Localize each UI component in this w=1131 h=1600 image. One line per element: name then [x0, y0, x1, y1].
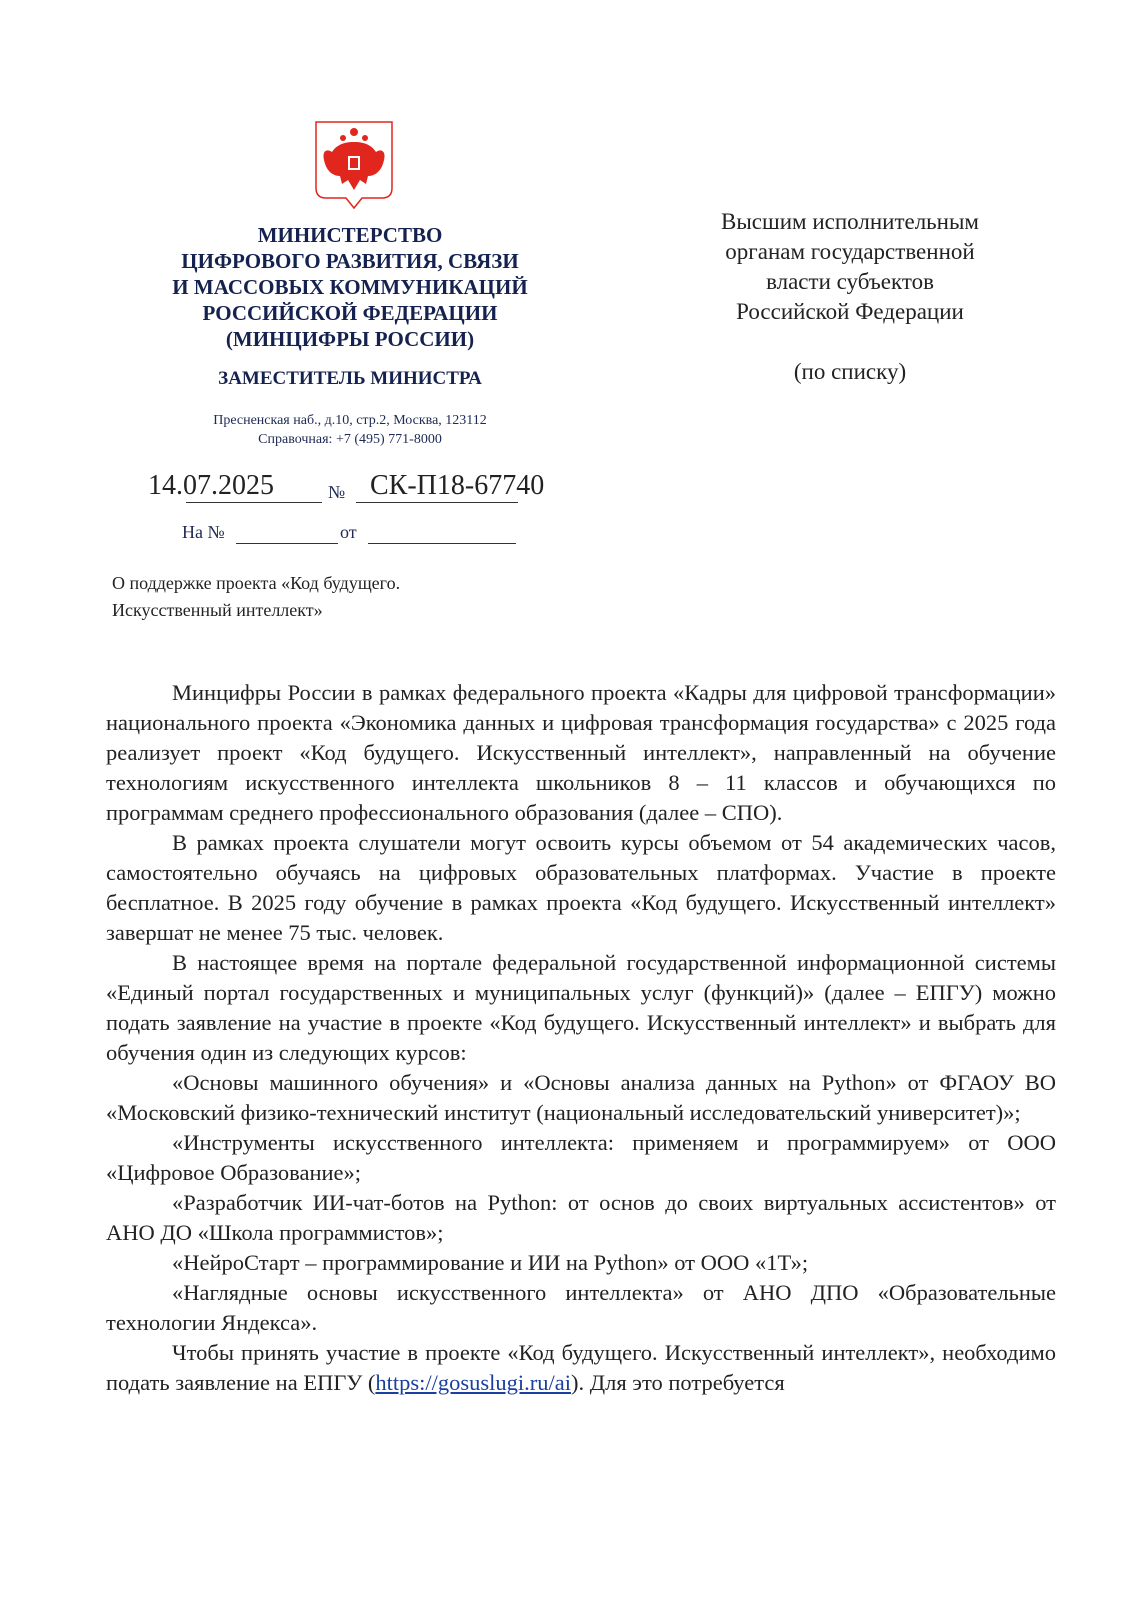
number-sign: №: [328, 482, 346, 502]
number-underline: [356, 502, 518, 503]
org-line: РОССИЙСКОЙ ФЕДЕРАЦИИ: [202, 301, 498, 325]
course-item: «Наглядные основы искусственного интеллекта» от АНО ДПО «Образовательные технологии Яндекса».: [106, 1280, 1056, 1335]
phone: Справочная: +7 (495) 771-8000: [258, 432, 442, 447]
recipient-block: [680, 207, 1020, 387]
recipient-line: Высшим исполнительным: [721, 209, 979, 234]
org-line: МИНИСТЕРСТВО: [257, 223, 443, 247]
course-item: «НейроСтарт – программирование и ИИ на Python» от ООО «1Т»;: [172, 1250, 809, 1275]
org-line: ЦИФРОВОГО РАЗВИТИЯ, СВЯЗИ: [181, 249, 519, 273]
course-item: «Основы машинного обучения» и «Основы анализа данных на Python» от ФГАОУ ВО «Московский физико-технический институт (национальный исследовательский университет)»;: [106, 1070, 1056, 1125]
paragraph-apply: [106, 1338, 1056, 1398]
registration-number: СК-П18-67740: [370, 470, 545, 501]
letter-subject: [112, 570, 400, 624]
org-line: И МАССОВЫХ КОММУНИКАЦИЙ: [172, 275, 528, 299]
paragraph: В настоящее время на портале федеральной государственной информационной системы «Единый портал государственных и муниципальных услуг (функций)» (далее – ЕПГУ) можно подать заявление на участие в проекте «Код будущего. Искусственный интеллект» и выбрать для обучения один из следующих курсов:: [106, 950, 1056, 1065]
ministry-name: [140, 222, 560, 352]
date-underline: [186, 502, 322, 503]
paragraph: Минцифры России в рамках федерального проекта «Кадры для цифровой трансформации» национального проекта «Экономика данных и цифровая трансформация государства» с 2025 года реализует проект «Код будущего. Искусственный интеллект», направленный на обучение технологиям искусственного интеллекта школьников 8 – 11 классов и обучающихся по программам среднего профессионального образования (далее – СПО).: [106, 680, 1056, 825]
position-title: ЗАМЕСТИТЕЛЬ МИНИСТРА: [218, 368, 482, 389]
letter-date: 14.07.2025: [148, 470, 274, 501]
subject-line: О поддержке проекта «Код будущего.: [112, 573, 401, 593]
paragraph: В рамках проекта слушатели могут освоить курсы объемом от 54 академических часов, самостоятельно обучаясь на цифровых образовательных платформах. Участие в проекте бесплатное. В 2025 году обучение в рамках проекта «Код будущего. Искусственный интеллект» завершат не менее 75 тыс. человек.: [106, 830, 1056, 945]
recipient-note: (по списку): [793, 359, 907, 384]
org-line: (МИНЦИФРЫ РОССИИ): [225, 327, 475, 351]
coat-of-arms-icon: [312, 118, 396, 214]
course-item: «Разработчик ИИ-чат-ботов на Python: от основ до своих виртуальных ассистентов» от АНО ДО «Школа программистов»;: [106, 1190, 1056, 1245]
gosuslugi-link[interactable]: https://gosuslugi.ru/ai: [375, 1370, 572, 1395]
reference-from-label: от: [340, 522, 357, 542]
letter-body: [106, 678, 1056, 1398]
apply-text-end: ). Для это потребуется: [571, 1370, 785, 1395]
recipient-line: органам государственной: [725, 239, 975, 264]
reference-number-blank: [236, 543, 338, 544]
address: Пресненская наб., д.10, стр.2, Москва, 123112: [213, 413, 487, 428]
recipient-line: власти субъектов: [766, 269, 934, 294]
recipient-line: Российской Федерации: [736, 299, 964, 324]
reference-date-blank: [368, 543, 516, 544]
apply-text: Чтобы принять участие в проекте «Код будущего. Искусственный интеллект», необходимо подать заявление на ЕПГУ (: [106, 1340, 1056, 1395]
subject-line: Искусственный интеллект»: [112, 600, 323, 620]
address-block: [140, 411, 560, 449]
reference-label: На №: [182, 522, 225, 542]
course-item: «Инструменты искусственного интеллекта: применяем и программируем» от ООО «Цифровое Образование»;: [106, 1130, 1056, 1185]
